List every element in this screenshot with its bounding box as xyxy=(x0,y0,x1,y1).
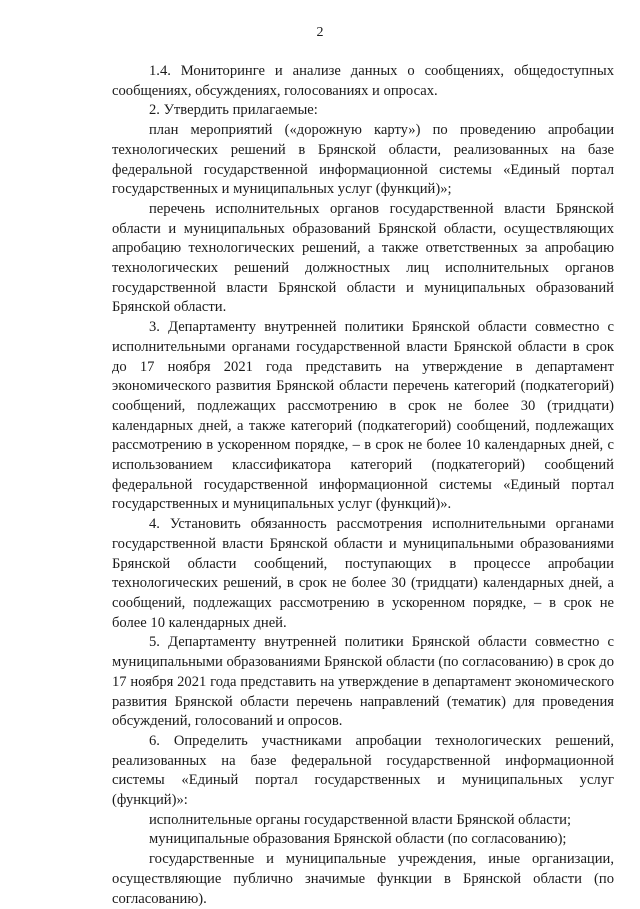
paragraph-6-item-2: муниципальные образования Брянской области (по согласованию); xyxy=(149,831,567,848)
paragraph-2-list: перечень исполнительных органов государственной власти Брянской области и муниципальных образований Брянской области, осуществляющих апробацию технологических решений, а также ответственных за апробацию технологических решений должностных лиц исполнительных органов государственной власти Брянской области и муниципальных образований Брянской области. xyxy=(112,200,614,316)
paragraph-5: 5. Департаменту внутренней политики Брянской области совместно с муниципальными образованиями Брянской области (по согласованию) в срок до 17 ноября 2021 года представить на утверждение в департамент экономического развития Брянской области перечень направлений (тематик) для проведения обсуждений, голосований и опросов. xyxy=(112,634,614,730)
document-body xyxy=(112,62,614,909)
paragraph-2-plan: план мероприятий («дорожную карту») по проведению апробации технологических решений в Брянской области, реализованных на базе федеральной государственной информационной системы «Единый портал государственных и муниципальных услуг (функций)»; xyxy=(112,122,614,198)
paragraph-1-4: 1.4. Мониторинге и анализе данных о сообщениях, общедоступных сообщениях, обсуждениях, голосованиях и опросах. xyxy=(112,63,614,99)
page-number: 2 xyxy=(316,25,324,40)
paragraph-6-item-1: исполнительные органы государственной власти Брянской области; xyxy=(149,811,572,828)
paragraph-4: 4. Установить обязанность рассмотрения исполнительными органами государственной власти Брянской области и муниципальными образованиями Брянской области сообщений, поступающих в процессе апробации технологических решений, в срок не более 30 (тридцати) календарных дней, а сообщений, подлежащих рассмотрению в ускоренном порядке, – в срок не более 10 календарных дней. xyxy=(112,516,614,631)
paragraph-6-item-3: государственные и муниципальные учреждения, иные организации, осуществляющие публично значимые функции в Брянской области (по согласованию). xyxy=(112,851,614,907)
paragraph-3: 3. Департаменту внутренней политики Брянской области совместно с исполнительными органами государственной власти Брянской области в срок до 17 ноября 2021 года представить на утверждение в департамент экономического развития Брянской области перечень категорий (подкатегорий) сообщений, подлежащих рассмотрению в срок не более 30 (тридцати) календарных дней, а также категорий (подкатегорий) сообщений, подлежащих рассмотрению в ускоренном порядке, – в срок не более 10 календарных дней, с использованием классификатора категорий (подкатегорий) сообщений федеральной государственной информационной системы «Единый портал государственных и муниципальных услуг (функций)». xyxy=(112,319,614,513)
paragraph-2: 2. Утвердить прилагаемые: xyxy=(149,102,318,119)
paragraph-6: 6. Определить участниками апробации технологических решений, реализованных на базе федеральной государственной информационной системы «Единый портал государственных и муниципальных услуг (функций)»: xyxy=(112,732,614,809)
